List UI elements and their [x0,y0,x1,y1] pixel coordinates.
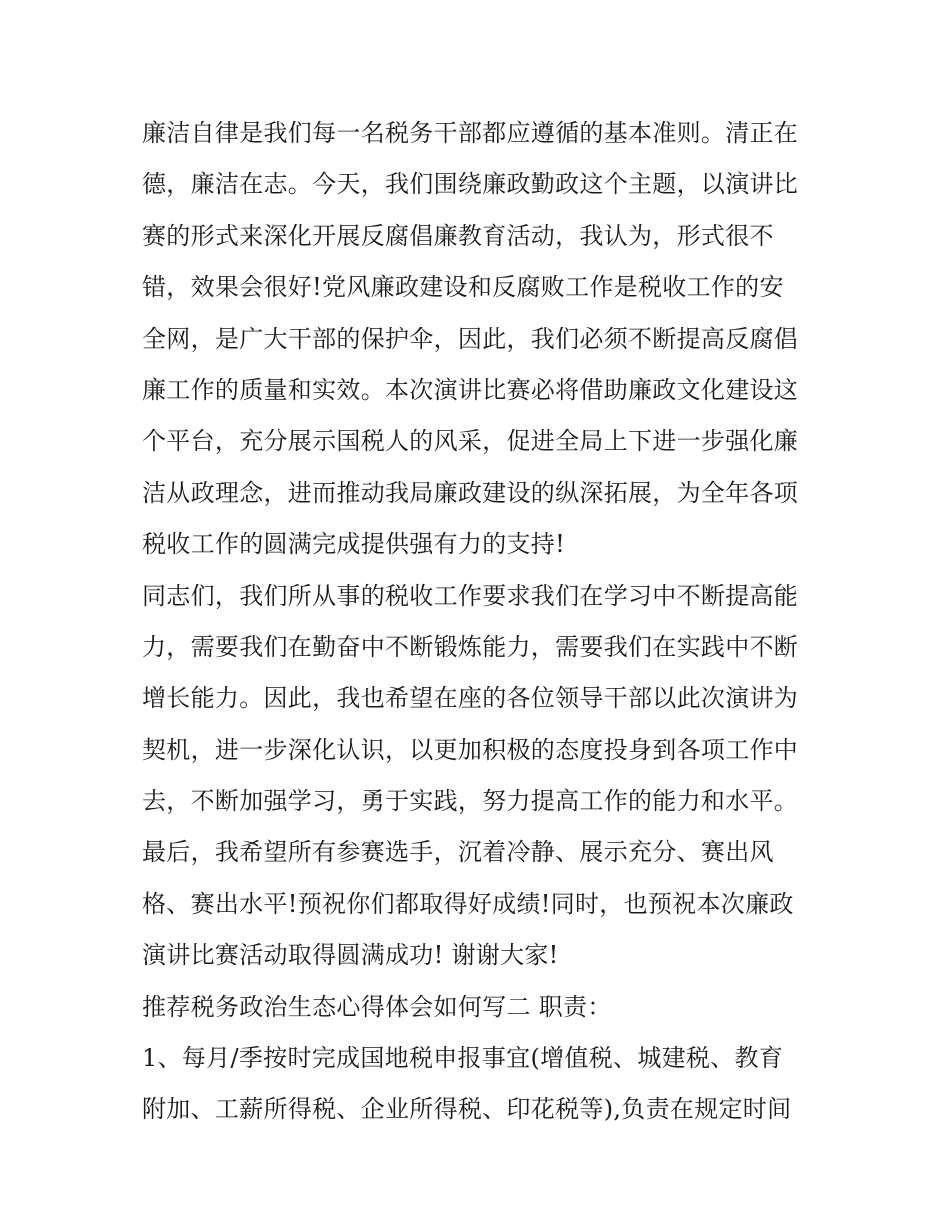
text-line-8: 洁从政理念，进而推动我局廉政建设的纵深拓展，为全年各项 [142,478,799,507]
text-line-18: 推荐税务政治生态心得体会如何写二 职责： [142,992,612,1021]
text-line-2: 德，廉洁在志。今天，我们围绕廉政勤政这个主题，以演讲比 [142,170,799,199]
text-line-13: 契机，进一步深化认识，以更加积极的态度投身到各项工作中 [142,735,799,764]
text-line-16: 格、赛出水平!预祝你们都取得好成绩!同时，也预祝本次廉政 [142,889,794,918]
body-text [142,108,822,1136]
text-line-5: 全网，是广大干部的保护伞，因此，我们必须不断提高反腐倡 [142,324,799,353]
text-line-6: 廉工作的质量和实效。本次演讲比赛必将借助廉政文化建设这 [142,375,799,404]
text-line-10: 同志们，我们所从事的税收工作要求我们在学习中不断提高能 [142,581,799,610]
text-line-17: 演讲比赛活动取得圆满成功! 谢谢大家! [142,941,559,970]
text-line-19: 1、每月/季按时完成国地税申报事宜(增值税、城建税、教育 [142,1044,784,1073]
text-line-12: 增长能力。因此，我也希望在座的各位领导干部以此次演讲为 [142,684,799,713]
text-line-9: 税收工作的圆满完成提供强有力的支持! [142,530,566,559]
text-line-15: 最后，我希望所有参赛选手，沉着冷静、展示充分、赛出风 [142,838,774,867]
text-line-20: 附加、工薪所得税、企业所得税、印花税等),负责在规定时间 [142,1095,792,1124]
text-line-7: 个平台，充分展示国税人的风采，促进全局上下进一步强化廉 [142,427,799,456]
text-line-1: 廉洁自律是我们每一名税务干部都应遵循的基本准则。清正在 [142,119,799,147]
text-line-14: 去，不断加强学习，勇于实践，努力提高工作的能力和水平。 [142,787,799,816]
text-line-3: 赛的形式来深化开展反腐倡廉教育活动，我认为，形式很不 [142,221,774,250]
text-line-4: 错，效果会很好!党风廉政建设和反腐败工作是税收工作的安 [142,273,784,302]
text-line-11: 力，需要我们在勤奋中不断锻炼能力，需要我们在实践中不断 [142,632,799,661]
